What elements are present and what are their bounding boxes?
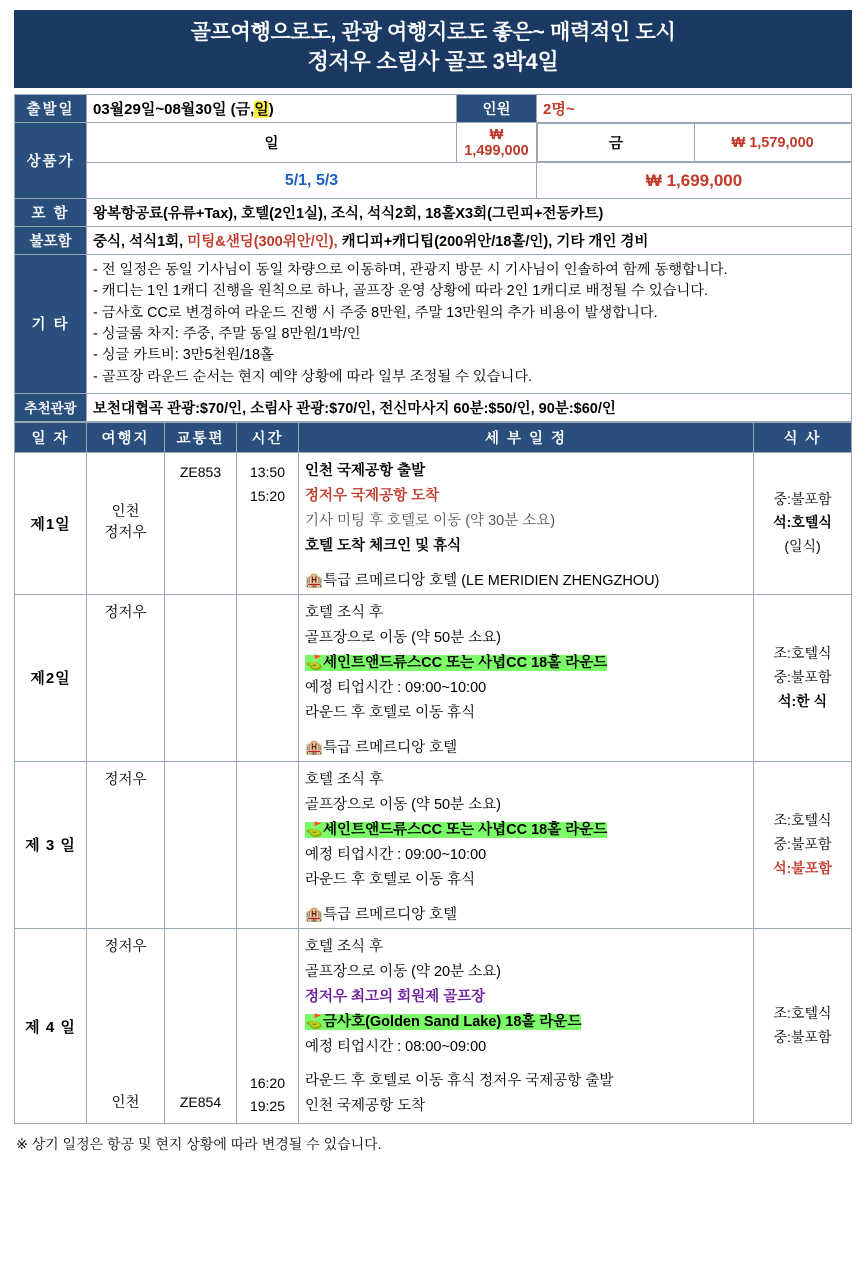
day-place-return (87, 1066, 165, 1124)
tour-value: 보천대협곡 관광:$70/인, 소림사 관광:$70/인, 전신마사지 60분:$50/인, 90분:$60/인 (87, 393, 852, 421)
day-meals (754, 452, 852, 594)
time-item: 19:25 (249, 1098, 286, 1115)
meal-item: 중:불포함 (773, 669, 832, 686)
day-place (87, 761, 165, 928)
meal-item: 조:호텔식 (773, 812, 832, 829)
day-flight: ZE853 (165, 452, 237, 594)
day-details (299, 594, 754, 732)
departure-paren-close: ) (268, 101, 274, 119)
day-times-return (237, 1066, 299, 1124)
col-header-date: 일 자 (15, 422, 87, 452)
hotel-icon: 🏨 (305, 739, 324, 756)
departure-row (15, 95, 852, 123)
detail-line: 정저우 국제공항 도착 (305, 487, 440, 504)
etc-item: - 전 일정은 동일 기사님이 동일 차량으로 이동하며, 관광지 방문 시 기사님이 인솔하여 함께 동행합니다. (93, 262, 728, 279)
exclude-value (87, 227, 852, 255)
day-details (299, 452, 754, 565)
etc-item: - 싱글 카트비: 3만5천원/18홀 (93, 347, 274, 364)
detail-line: 골프장으로 이동 (약 50분 소요) (305, 796, 501, 813)
include-label: 포 함 (15, 199, 87, 227)
etc-item: - 싱글룸 차지: 주중, 주말 동일 8만원/1박/인 (93, 325, 361, 342)
table-row (15, 1066, 852, 1124)
detail-line: 호텔 조식 후 (305, 771, 384, 788)
info-table (14, 94, 852, 422)
price-label: 상품가 (15, 123, 87, 199)
price-row-1 (15, 123, 852, 163)
etc-row (15, 255, 852, 394)
place-item: 정저우 (104, 939, 147, 956)
departure-highlight: 일 (254, 101, 269, 119)
tour-row (15, 393, 852, 421)
detail-line: 예정 티업시간 : 09:00~10:00 (305, 679, 487, 696)
detail-line: 예정 티업시간 : 09:00~10:00 (305, 847, 487, 863)
hotel-icon: 🏨 (305, 907, 324, 924)
etc-item: - 캐디는 1인 1캐디 진행을 원칙으로 하나, 골프장 운영 상황에 따라 2인 1캐디로 배정될 수 있습니다. (93, 283, 709, 300)
table-row (15, 594, 852, 732)
etc-item: - 골프장 라운드 순서는 현지 예약 상황에 따라 일부 조정될 수 있습니다. (93, 368, 533, 385)
departure-value (87, 95, 457, 123)
price-right-group (537, 123, 852, 163)
day-label: 제1일 (15, 452, 87, 594)
hotel-icon: 🏨 (305, 572, 324, 589)
detail-line: 호텔 도착 체크인 및 휴식 (305, 537, 462, 554)
tour-label: 추천관광 (15, 393, 87, 421)
detail-line: 호텔 조식 후 (305, 939, 384, 956)
exclude-label: 불포함 (15, 227, 87, 255)
price-value-fri: ₩ 1,579,000 (694, 124, 851, 162)
day-hotel (299, 565, 754, 595)
exclude-part-1: 중식, 석식1회, (93, 234, 188, 251)
itinerary-header-row (15, 422, 852, 452)
detail-line: 골프장으로 이동 (약 20분 소요) (305, 964, 501, 981)
detail-line-highlight: ⛳세인트앤드류스CC 또는 사녑CC 18홀 라운드 (305, 654, 608, 671)
meal-item: 조:호텔식 (773, 1005, 832, 1022)
price-right-table (537, 123, 852, 162)
detail-line: 예정 티업시간 : 08:00~09:00 (305, 1039, 487, 1056)
day-flight (165, 761, 237, 928)
hotel-name: 특급 르메르디앙 호텔 (323, 907, 458, 924)
meal-item: 조:호텔식 (773, 645, 832, 662)
day-hotel (299, 732, 754, 762)
col-header-time: 시간 (237, 422, 299, 452)
day-hotel (299, 899, 754, 929)
detail-line: 라운드 후 호텔로 이동 휴식 (305, 704, 476, 721)
place-item: 정저우 (104, 604, 147, 621)
time-item: 16:20 (249, 1074, 286, 1091)
detail-line: 정저우 최고의 회원제 골프장 (305, 989, 486, 1006)
place-item: 정저우 (104, 525, 147, 542)
detail-line-highlight: ⛳세인트앤드류스CC 또는 사녑CC 18홀 라운드 (305, 821, 608, 838)
day-meals (754, 929, 852, 1124)
col-header-detail: 세 부 일 정 (299, 422, 754, 452)
day-label: 제 3 일 (15, 761, 87, 928)
exclude-part-2: 미팅&샌딩(300위안/인), (187, 234, 338, 251)
day-times (237, 452, 299, 594)
etc-label: 기 타 (15, 255, 87, 394)
day-times (237, 594, 299, 761)
itinerary-table (14, 422, 852, 1124)
meal-item: (일식) (784, 538, 821, 555)
page-title (14, 10, 852, 88)
day-details (299, 761, 754, 899)
place-item: 인천 (111, 503, 140, 520)
day-details-return (299, 1066, 754, 1124)
pax-value: 2명~ (537, 95, 852, 123)
detail-line: 인천 국제공항 도착 (305, 1098, 426, 1115)
table-row (15, 452, 852, 565)
etc-list (93, 258, 845, 390)
detail-line: 라운드 후 호텔로 이동 휴식 (305, 872, 476, 889)
detail-line: 라운드 후 호텔로 이동 휴식 정저우 국제공항 출발 (305, 1073, 614, 1090)
price-row-2 (15, 163, 852, 199)
meal-item: 석:한 식 (777, 692, 828, 709)
table-row (15, 761, 852, 899)
detail-line-highlight: ⛳금사호(Golden Sand Lake) 18홀 라운드 (305, 1014, 582, 1031)
table-row (15, 929, 852, 1067)
day-details (299, 929, 754, 1067)
include-value: 왕복항공료(유류+Tax), 호텔(2인1실), 조식, 석식2회, 18홀X3회(그린피+전동카트) (87, 199, 852, 227)
day-flight-return: ZE854 (165, 1066, 237, 1124)
price-daytype-sun: 일 (87, 123, 457, 163)
place-item: 인천 (111, 1095, 140, 1112)
departure-range: 03월29일~08월30일 (93, 101, 227, 119)
detail-line: 골프장으로 이동 (약 50분 소요) (305, 629, 501, 646)
departure-paren-open: (금, (230, 101, 255, 119)
day-flight (165, 594, 237, 761)
day-meals (754, 594, 852, 761)
include-row (15, 199, 852, 227)
meal-item: 중:불포함 (773, 490, 832, 507)
day-meals (754, 761, 852, 928)
meal-item: 석:불포함 (773, 859, 832, 876)
place-item: 정저우 (104, 771, 147, 788)
day-label: 제 4 일 (15, 929, 87, 1124)
meal-item: 중:불포함 (773, 836, 832, 853)
title-line-1: 골프여행으로도, 관광 여행지로도 좋은~ 매력적인 도시 (190, 21, 676, 44)
exclude-row (15, 227, 852, 255)
departure-label: 출발일 (15, 95, 87, 123)
exclude-part-3: 캐디피+캐디팁(200위안/18홀/인), 기타 개인 경비 (337, 234, 649, 251)
title-line-2: 정저우 소림사 골프 3박4일 (307, 49, 559, 75)
day-place (87, 929, 165, 1067)
day-label: 제2일 (15, 594, 87, 761)
detail-line: 호텔 조식 후 (305, 604, 384, 621)
etc-value (87, 255, 852, 394)
col-header-transport: 교통편 (165, 422, 237, 452)
pax-label: 인원 (457, 95, 537, 123)
day-times-empty (237, 929, 299, 1067)
hotel-name: 특급 르메르디앙 호텔 (323, 739, 458, 756)
meal-item: 중:불포함 (773, 1029, 832, 1046)
detail-line: 기사 미팅 후 호텔로 이동 (약 30분 소요) (305, 512, 556, 529)
day-flight-empty (165, 929, 237, 1067)
special-dates: 5/1, 5/3 (87, 163, 537, 199)
detail-line: 인천 국제공항 출발 (305, 462, 426, 479)
day-times (237, 761, 299, 928)
time-item: 13:50 (249, 463, 286, 480)
price-value-sun: ₩ 1,499,000 (457, 123, 537, 163)
col-header-meal: 식 사 (754, 422, 852, 452)
footer-note: ※ 상기 일정은 항공 및 현지 상황에 따라 변경될 수 있습니다. (16, 1136, 382, 1153)
time-item: 15:20 (249, 487, 286, 504)
special-price: ₩ 1,699,000 (537, 163, 852, 199)
col-header-place: 여행지 (87, 422, 165, 452)
meal-item: 석:호텔식 (773, 514, 832, 531)
day-place (87, 594, 165, 761)
day-place (87, 452, 165, 594)
price-daytype-fri: 금 (538, 124, 695, 162)
etc-item: - 금사호 CC로 변경하여 라운드 진행 시 주중 8만원, 주말 13만원의 추가 비용이 발생합니다. (93, 304, 658, 321)
hotel-name: 특급 르메르디앙 호텔 (LE MERIDIEN ZHENGZHOU) (323, 572, 660, 589)
